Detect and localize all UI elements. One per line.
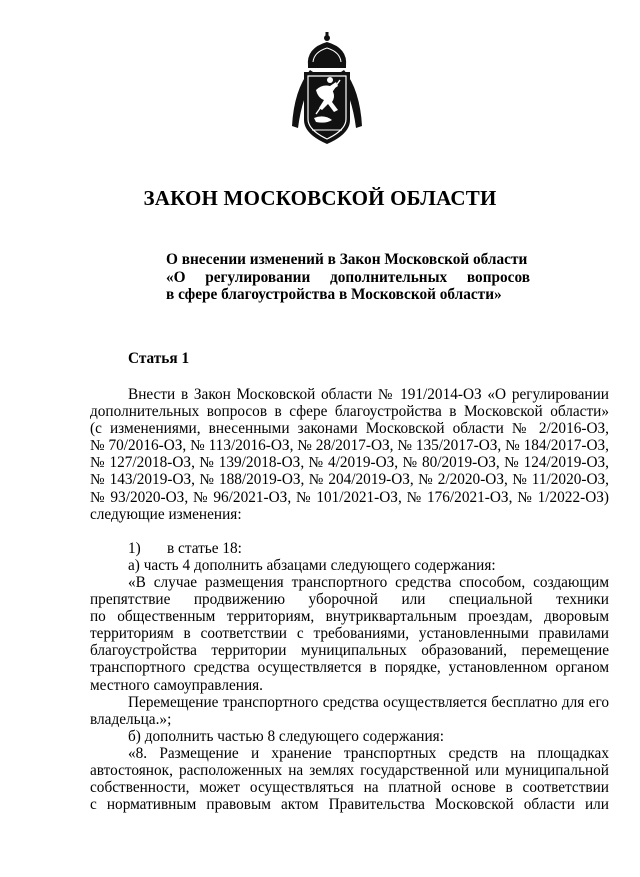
subtitle-line: О внесении изменений в Закон Московской области [166,251,528,268]
intro-paragraph [90,386,609,523]
text-line: № 143/2019-ОЗ, № 188/2019-ОЗ, № 204/2019-ОЗ, № 2/2020-ОЗ, № 11/2020-ОЗ, [90,471,609,489]
text-line: местного самоуправления. [90,676,263,694]
text-line: собственности, может осуществляться на платной основе в соответствии [90,779,609,797]
text-line: автостоянок, расположенных на землях государственной или муниципальной [90,761,609,779]
quote-paragraph [90,745,609,813]
quote-paragraph [90,574,609,694]
text-line: Перемещение транспортного средства осуществляется бесплатно для его [128,693,609,711]
text-line: транспортного средства осуществляется в порядке, установленном органом [90,659,609,677]
text-line: «В случае размещения транспортного средства способом, создающим [128,573,609,591]
sub-item-b: б) дополнить частью 8 следующего содержания: [128,727,444,745]
text-line: «8. Размещение и хранение транспортных средств на площадках [128,744,609,762]
text-line: дополнительных вопросов в сфере благоустройства в Московской области» [90,403,609,421]
text-line: (с изменениями, внесенными законами Московской области № 2/2016-ОЗ, [90,420,609,438]
document-title: ЗАКОН МОСКОВСКОЙ ОБЛАСТИ [143,186,497,210]
sub-item-a: а) часть 4 дополнить абзацами следующего содержания: [128,556,496,574]
article-heading: Статья 1 [128,350,190,367]
document-subtitle [166,251,530,304]
text-line: владельца.»; [90,710,172,728]
text-line: препятствие продвижению уборочной или специальной техники [90,591,609,609]
list-item [90,540,609,557]
text-line: № 127/2018-ОЗ, № 139/2018-ОЗ, № 4/2019-ОЗ, № 80/2019-ОЗ, № 124/2019-ОЗ, [90,454,609,472]
text-line: с нормативным правовым актом Правительства Московской области или [90,796,609,814]
moscow-oblast-coat-of-arms-icon [286,30,368,150]
text-line: территориям в соответствии с требованиями, установленными правилами [90,625,609,643]
subtitle-line: «О регулировании дополнительных вопросов [166,268,530,286]
text-line: следующие изменения: [90,505,242,523]
text-line: благоустройства территории муниципальных образований, перемещение [90,642,609,660]
article-body [90,386,609,813]
text-line: № 93/2020-ОЗ, № 96/2021-ОЗ, № 101/2021-ОЗ, № 176/2021-ОЗ, № 1/2022-ОЗ) [90,488,609,506]
item-text: в статье 18: [167,539,242,557]
quote-paragraph [90,694,609,728]
text-line: по общественным территориям, внутриквартальным проездам, дворовым [90,608,609,626]
subtitle-line: в сфере благоустройства в Московской области» [166,286,502,303]
item-number: 1) [128,539,141,557]
text-line: Внести в Закон Московской области № 191/2014-ОЗ «О регулировании [128,386,609,403]
text-line: № 70/2016-ОЗ, № 113/2016-ОЗ, № 28/2017-ОЗ, № 135/2017-ОЗ, № 184/2017-ОЗ, [90,437,609,455]
